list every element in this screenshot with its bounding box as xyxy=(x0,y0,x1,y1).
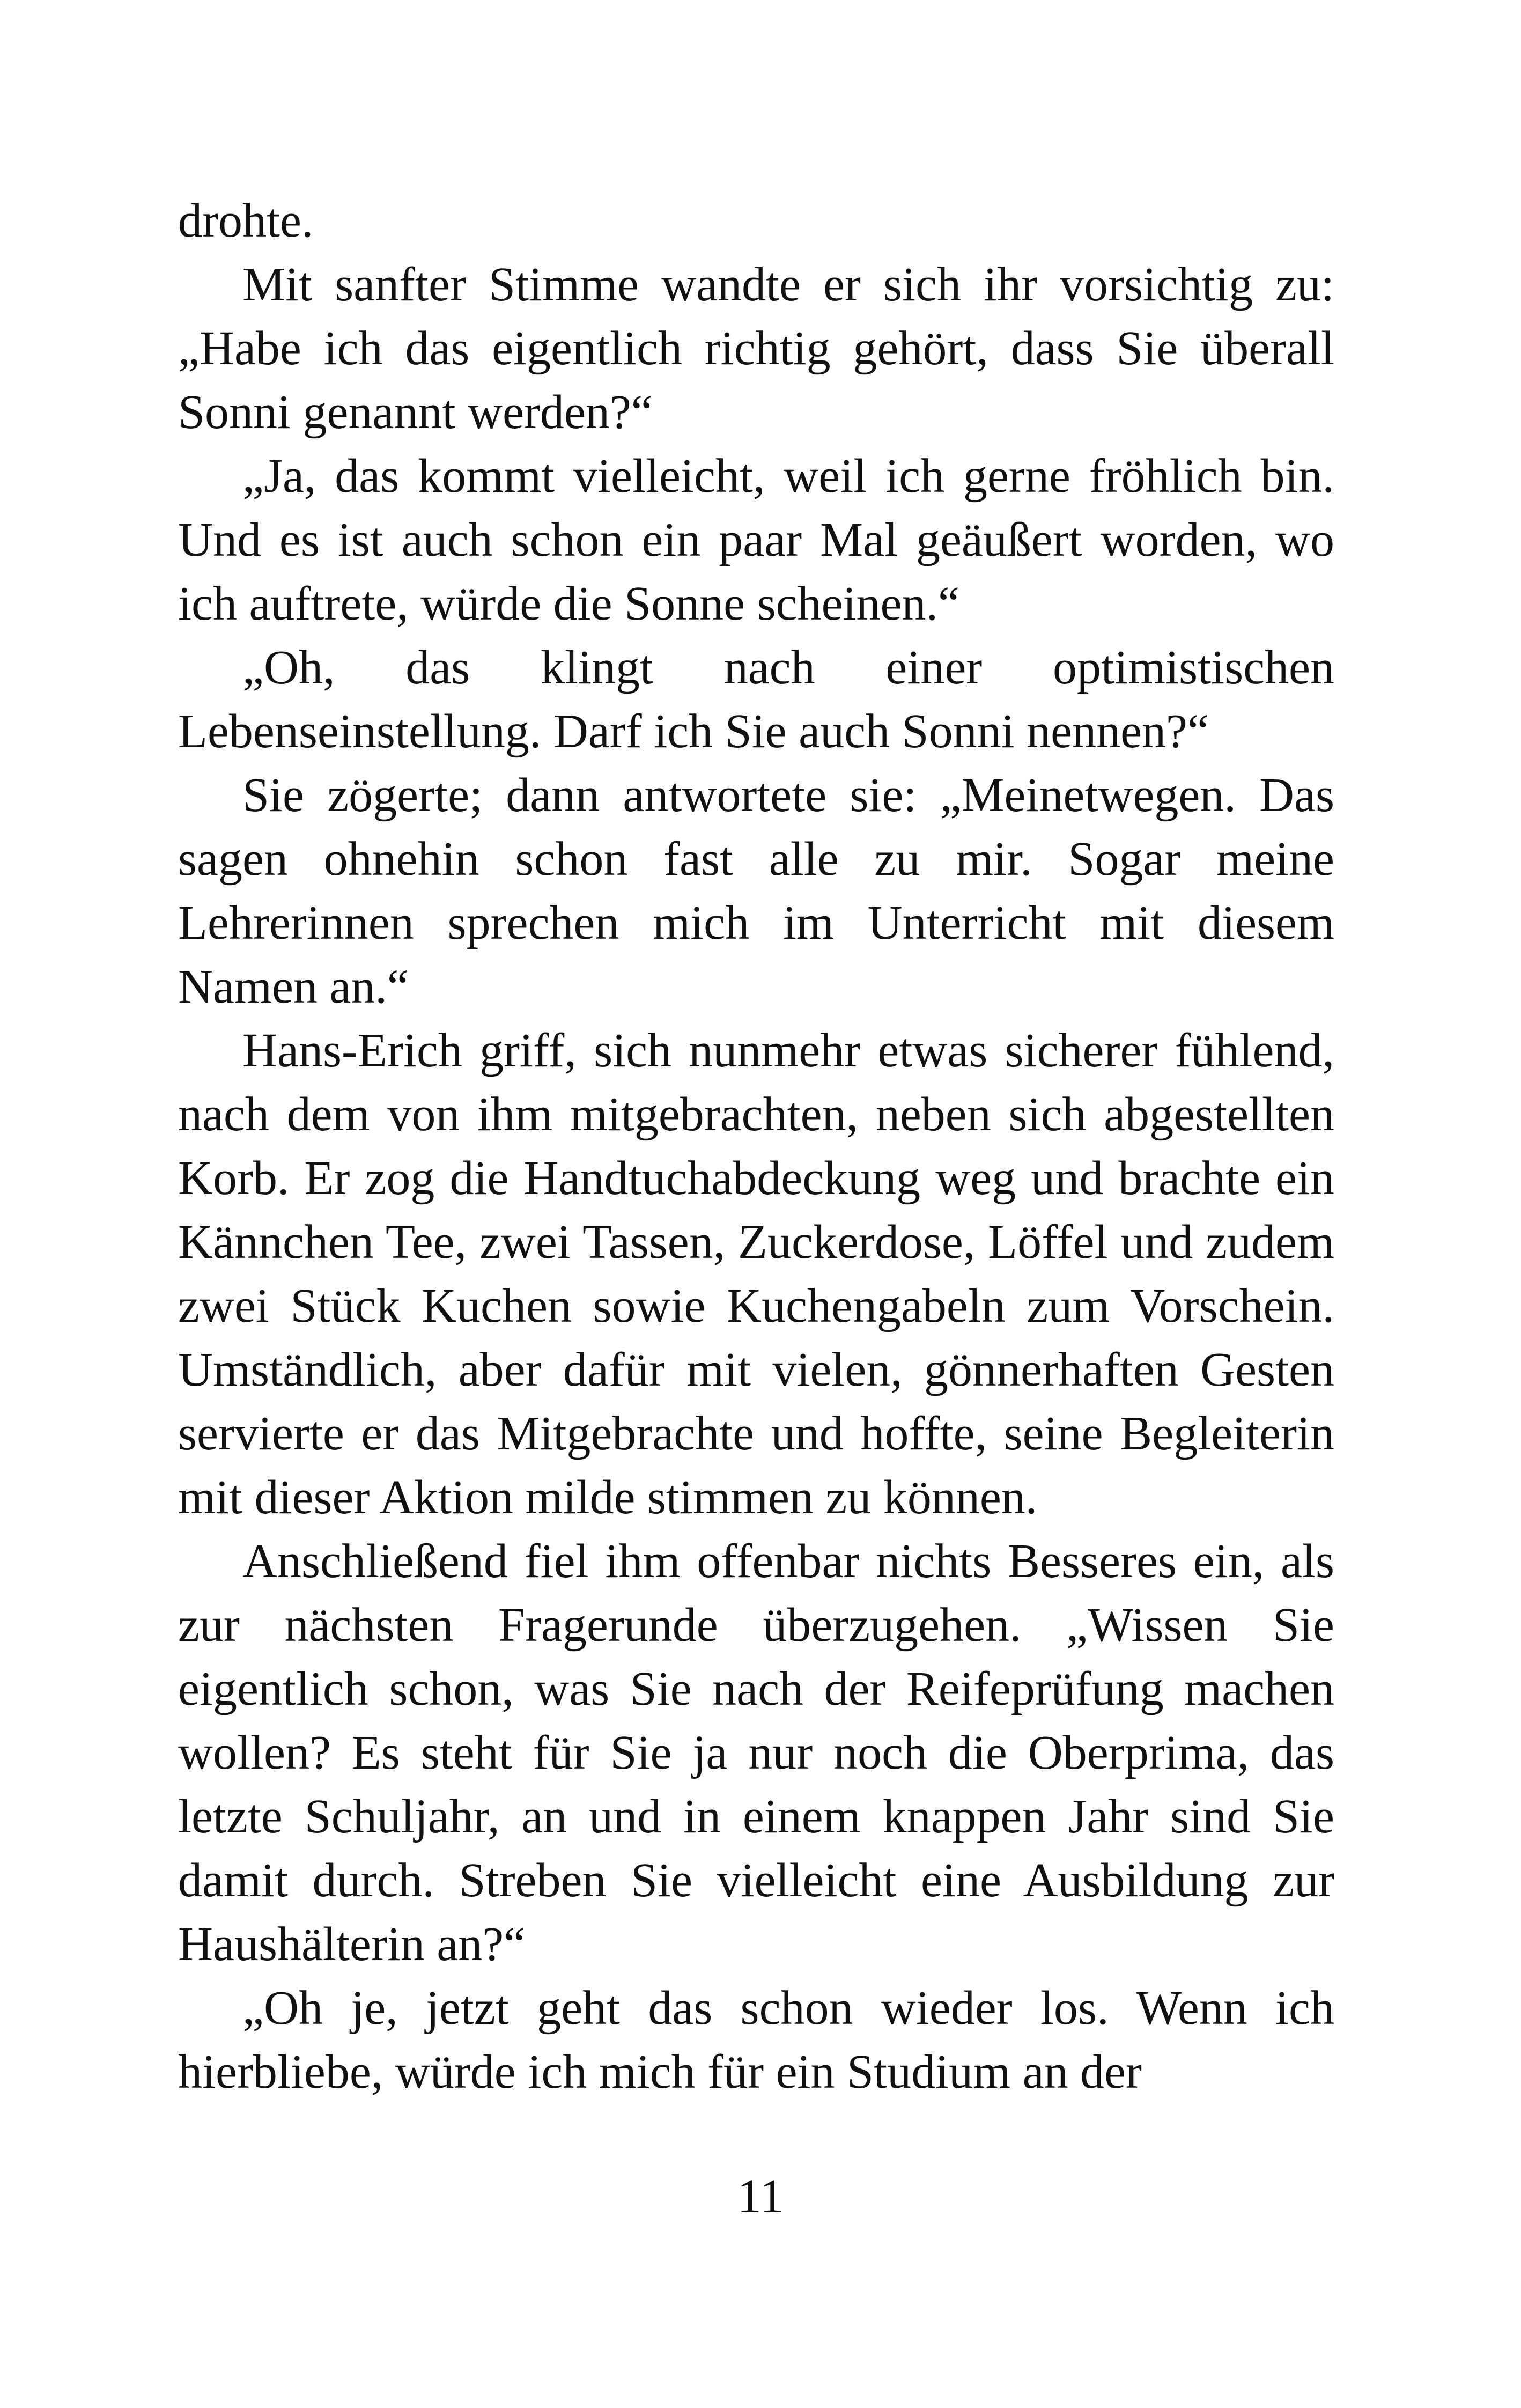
paragraph: „Oh, das klingt nach einer optimistischen Lebenseinstellung. Darf ich Sie auch Sonni nennen?“ xyxy=(178,641,1334,758)
paragraph: Sie zögerte; dann antwortete sie: „Meinetwegen. Das sagen ohnehin schon fast alle zu mir. Sogar meine Lehrerinnen sprechen mich im Unterricht mit diesem Namen an.“ xyxy=(178,769,1334,1013)
paragraph: Anschließend fiel ihm offenbar nichts Besseres ein, als zur nächsten Fragerunde überzugehen. „Wissen Sie eigentlich schon, was Sie nach der Reifeprüfung machen wollen? Es steht für Sie ja nur noch die Oberprima, das letzte Schuljahr, an und in einem knappen Jahr sind Sie damit durch. Streben Sie vielleicht eine Ausbildung zur Haushälterin an?“ xyxy=(178,1535,1334,1971)
page-number: 11 xyxy=(737,2170,784,2223)
paragraph: Hans-Erich griff, sich nunmehr etwas sicherer fühlend, nach dem von ihm mitgebrachten, neben sich abgestellten Korb. Er zog die Handtuchabdeckung weg und brachte ein Kännchen Tee, zwei Tassen, Zuckerdose, Löffel und zudem zwei Stück Kuchen sowie Kuchengabeln zum Vorschein. Umständlich, aber dafür mit vielen, gönnerhaften Gesten servierte er das Mitgebrachte und hoffte, seine Begleiterin mit dieser Aktion milde stimmen zu können. xyxy=(178,1024,1334,1524)
body-text xyxy=(178,189,1334,2104)
paragraph: „Ja, das kommt vielleicht, weil ich gerne fröhlich bin. Und es ist auch schon ein paar Mal geäußert worden, wo ich auftrete, würde die Sonne scheinen.“ xyxy=(178,450,1334,630)
paragraph-continued: drohte. xyxy=(178,194,314,247)
paragraph: „Oh je, jetzt geht das schon wieder los. Wenn ich hierbliebe, würde ich mich für ein Studium an der xyxy=(178,1982,1334,2098)
paragraph: Mit sanfter Stimme wandte er sich ihr vorsichtig zu: „Habe ich das eigentlich richtig gehört, dass Sie überall Sonni genannt werden?“ xyxy=(178,258,1334,439)
